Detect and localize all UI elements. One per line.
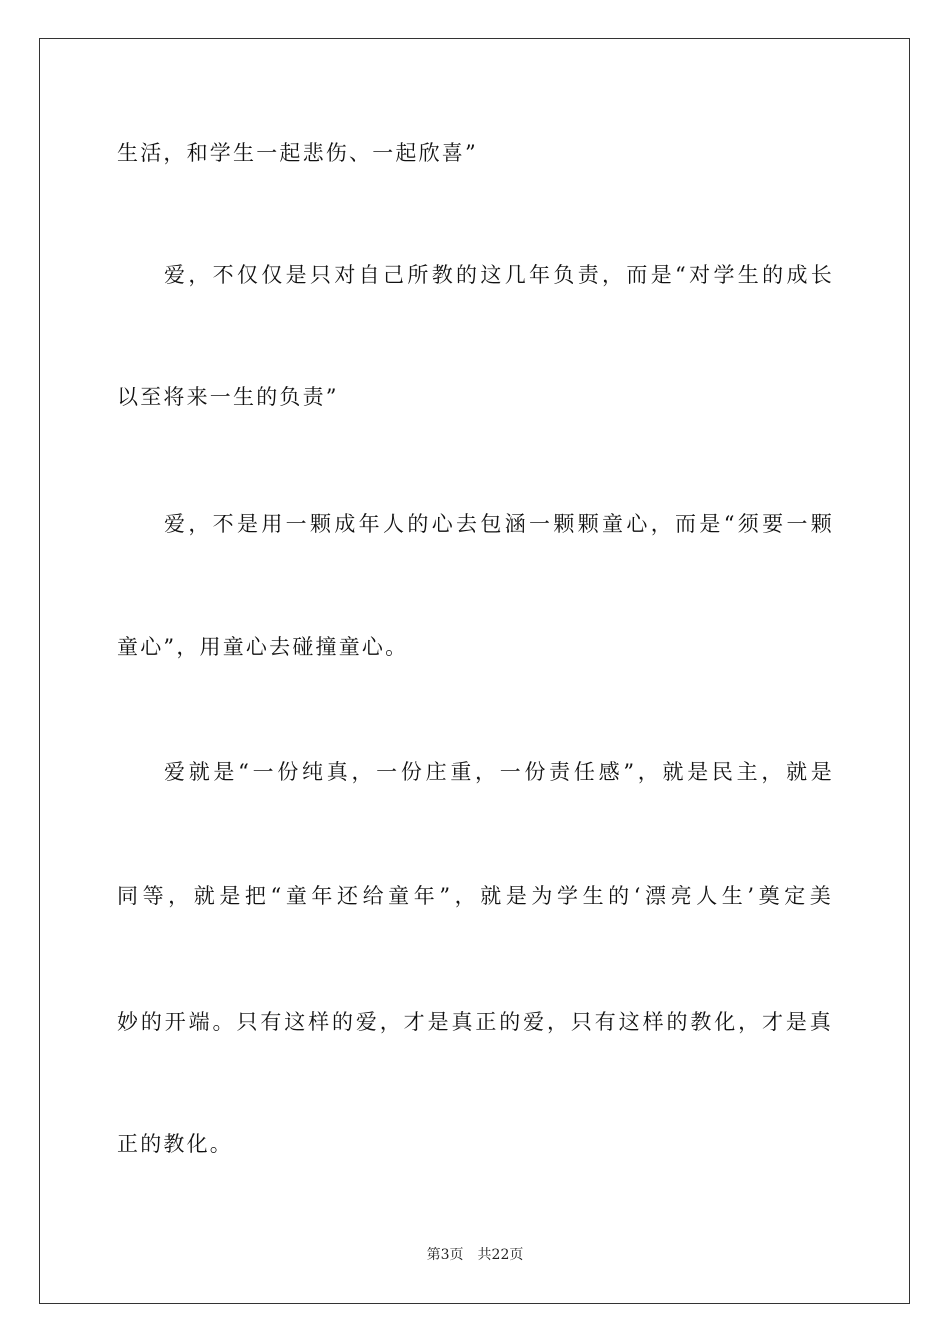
page-footer: [0, 1246, 950, 1264]
paragraph-line: 童心”，用童心去碰撞童心。: [117, 635, 409, 659]
paragraph-line: 正的教化。: [117, 1132, 233, 1156]
paragraph-line: 爱，不是用一颗成年人的心去包涵一颗颗童心，而是“须要一颗: [164, 512, 834, 536]
paragraph-line: 同等，就是把“童年还给童年”，就是为学生的‘漂亮人生’奠定美: [117, 884, 833, 908]
paragraph-line: 妙的开端。只有这样的爱，才是真正的爱，只有这样的教化，才是真: [117, 1010, 833, 1034]
current-page-label: 第3页: [426, 1247, 464, 1263]
paragraph-line: 生活，和学生一起悲伤、一起欣喜”: [117, 141, 478, 165]
page-border: [39, 38, 910, 1304]
total-pages-label: 共22页: [477, 1247, 524, 1263]
paragraph-line: 以至将来一生的负责”: [117, 385, 339, 409]
paragraph-line: 爱就是“一份纯真，一份庄重，一份责任感”，就是民主，就是: [164, 760, 834, 784]
paragraph-line: 爱，不仅仅是只对自己所教的这几年负责，而是“对学生的成长: [164, 263, 834, 287]
